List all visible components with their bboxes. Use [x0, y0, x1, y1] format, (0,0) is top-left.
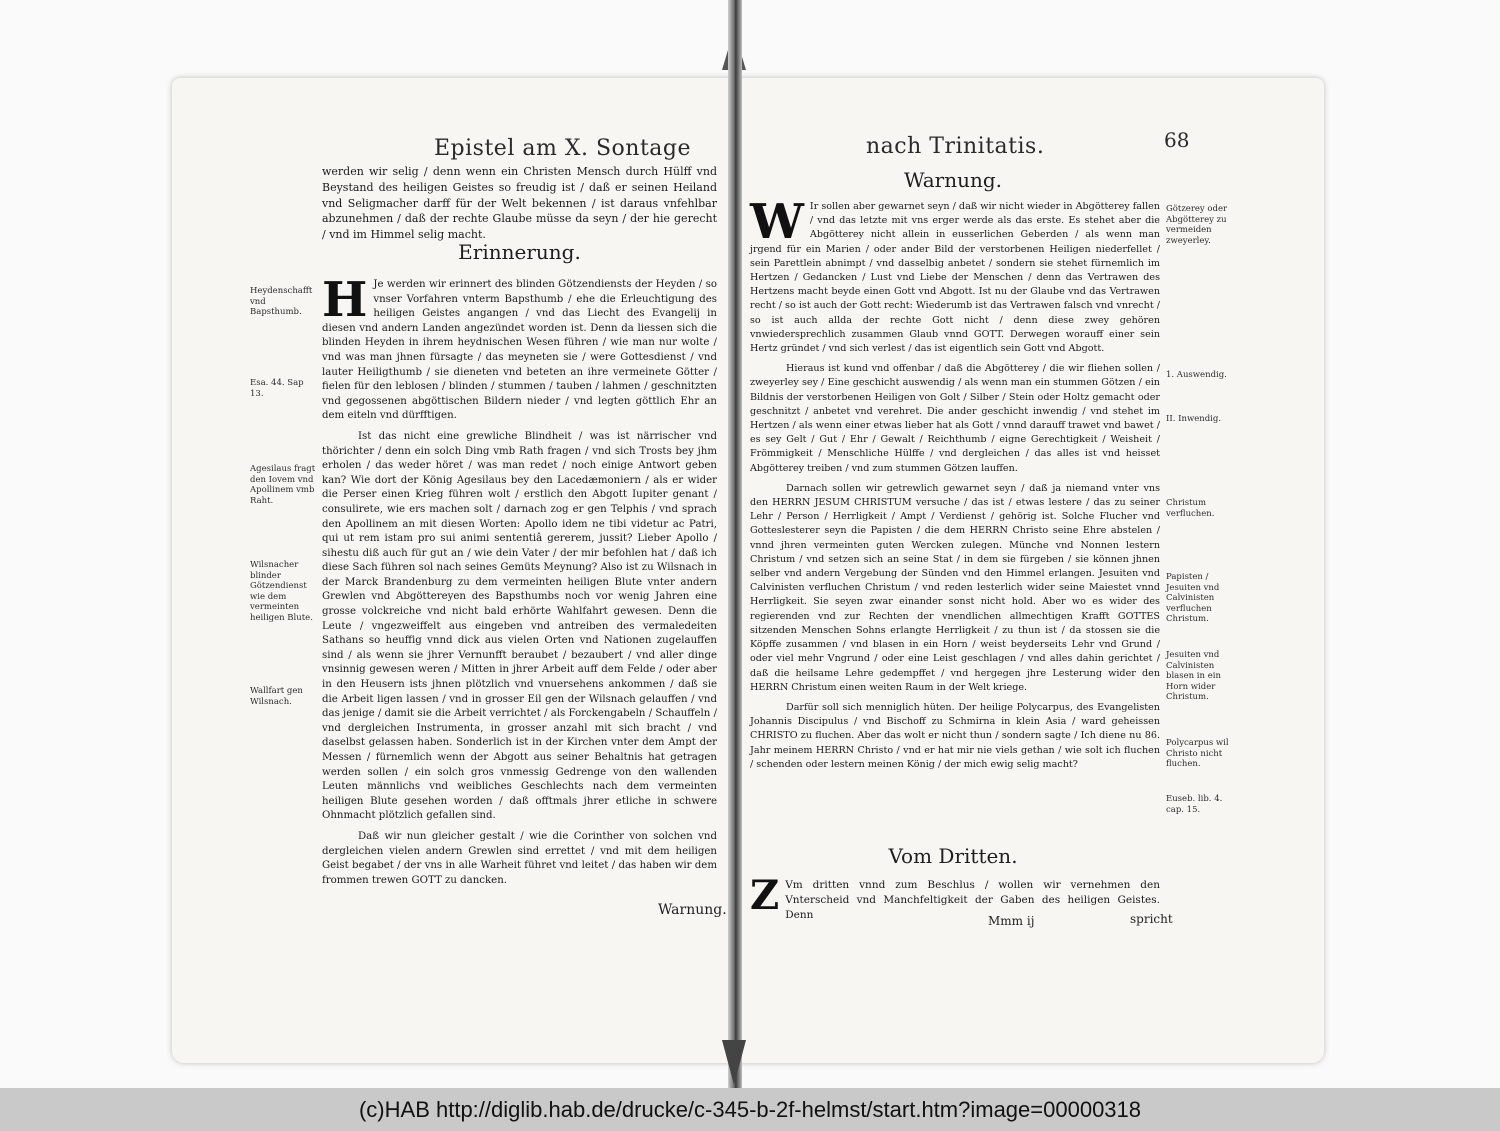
book-spine	[728, 0, 742, 1088]
left-body	[322, 272, 718, 888]
left-opening-paragraph: werden wir selig / denn wenn ein Christen Mensch durch Hülff vnd Beystand des heiligen Geistes so freudig ist / daß er seinen Heiland vnd Seligmacher darff für der Welt bekennen / ist daraus vnfehlbar abzunehmen / daß der rechte Glaube müsse da seyn / der hie gerecht / vnd im Himmel selig macht.	[322, 165, 717, 242]
page-number: 68	[1164, 128, 1190, 152]
left-running-head: Epistel am X. Sontage	[434, 136, 692, 161]
left-paragraph-1-text: Je werden wir erinnert des blinden Götzendiensts der Heyden / so vnser Vorfahren vnterm Bapsthumb / ehe die Erleuchtigung des heiligen Geistes angangen / vnd das Liecht des Evangelij in diesen vnd andern Landen angezündet worden ist. Denn da liessen sich die blinden Heyden in ihrem heydnischen Wesen führen / wie man nur wolte / vnd was man jhnen fürsagte / das meyneten sie / were Gottesdienst / vnd lauter Heiligthumb / sie dieneten vnd beteten an ihre vermeinete Götter / fielen für den leblosen / blinden / stummen / tauben / lahmen / geschnitzten vnd gegossenen abgöttischen Bildern nieder / vnd legten göttlich Ehr an dem eiteln vnd dürfftigen.	[322, 279, 717, 422]
left-margin-note-5: Wallfart gen Wilsnach.	[250, 686, 303, 707]
right-paragraph-1-text: Ir sollen aber gewarnet seyn / daß wir nicht wieder in Abgötterey fallen / vnd das letzte mit vns erger werde als das erste. Es stehet aber die Abgötterey nicht allein in eusserlichen Geberden / als wenn man jrgend für ein Marien / oder ander Bild der verstorbenen Heiligen niederfellet / sein Parettlein abnimpt / vnd dasselbig anbetet / sondern sie stehet fürnemlich im Hertzen / Gedancken / Lust vnd Liebe der Menschen / denn das Vertrawen des Hertzens macht beyde einen Gott vnd Abgott. Ist nu der Glaube vnd das Vertrawen recht / so ist auch der Gott recht: Wiederumb ist das Vertrawen falsch vnd vnrecht / so ist auch allda der rechte Gott nicht / denn diese zwey gehören vnwiedersprechlich zusammen Glaub vnnd GOTT. Derwegen worauff einer sein Hertz gründet / vnd sich verlest / das ist eigentlich sein Gott vnd Abgott.	[750, 201, 1160, 355]
right-initial-2: Z	[750, 872, 780, 919]
left-margin-note-3: Agesilaus fragt den Iovem vnd Apollinem vmb Raht.	[250, 464, 316, 506]
right-body	[750, 194, 1160, 772]
right-margin-note-3: II. Inwendig.	[1166, 414, 1222, 424]
left-margin-note-2: Esa. 44. Sap 13.	[250, 378, 304, 399]
right-initial: W	[750, 194, 804, 250]
left-catchword: Warnung.	[658, 902, 727, 918]
left-page	[172, 78, 732, 1063]
right-heading: Warnung.	[903, 168, 1003, 192]
left-opening-text	[322, 164, 717, 243]
right-closing	[750, 872, 1160, 923]
right-margin-note-5: Papisten / Jesuiten vnd Calvinisten verfluchen Christum.	[1166, 572, 1220, 624]
right-paragraph-3: Darnach sollen wir getrewlich gewarnet seyn / daß ja niemand vnter vns den HERRN JESUM CHRISTUM versuche / das ist / etwas lestere / das zu seiner Lehr / Person / Herrligkeit / Ampt / Verdienst / gehörig ist. Solche Flucher vnd Gotteslesterer seyn die Papisten / die dem HERRN Christo seine Ehre abstelen / vnnd jhren vermeinten guten Wercken zulegen. Münche vnd Nonnen lestern Christum / vnd setzen sich an seine Stat / in dem sie fürgeben / sie können jhnen selber vnd andern Vergebung der Sünden vnd den Himmel erlangen. Jesuiten vnd Calvinisten verfluchen Christum / vnd reden lesterlich wider seine Maiestet vnnd Herrligkeit. Sie seyen zwar einander sonst nicht hold. Aber wo es wider des regierenden vnd zur Rechten der vnendlichen allmechtigen Krafft GOTTES sitzenden Menschen Sohns erlangte Herrligkeit / zu thun ist / da stossen sie die Köpffe zusammen / vnd blasen in ein Horn / weist beyderseits Lehr vnd Grund / oder viel mehr Vngrund / oder eine Leist geschlagen / vnd alles dahin gerichtet / daß die heilsame Lehre gedempffet / vnd hergegen jhre Lesterung wider den HERRN Christum einen weiten Raum in der Welt kriege.	[750, 482, 1160, 693]
signature-mark: Mmm ij	[988, 914, 1035, 928]
right-page	[738, 78, 1324, 1063]
left-paragraph-2: Ist das nicht eine grewliche Blindheit / was ist närrischer vnd thörichter / denn ein solch Ding vmb Rath fragen / vnd sich Trosts bey jhm erholen / das weder höret / was man redet / noch einige Antwort geben kan? Wie dort der König Agesilaus bey den Lacedæmoniern / als er wider die Perser einen Krieg führen wolt / erstlich den Abgott Iupiter genant / consulirete, wie ers machen solt / darnach zog er gen Telphis / vnd sprach den Apollinem an mit diesen Worten: Apollo idem ne tibi videtur ac Patri, qui ut rem istam pro sui animi sententiâ gererem, jussit? Lieber Apollo / sihestu diß auch für gut an / wie dein Vater / der mir befohlen hat / daß ich diese Sach führen sol nach seines Gemüts Meynung? Also ist zu Wilsnach in der Marck Brandenburg zu dem vermeinten heiligen Blute vnter andern Grewlen vnd Abgöttereyen des Bapsthumbs noch vor wenig Jahren eine grosse volckreiche vnd nicht bald erhörte Wahlfahrt gewesen. Denn die Leute / vngezweiffelt aus eingeben vnd antreiben des vermaledeiten Sathans so heuffig vnnd dick aus vielen Orten vnd Nationen zugelauffen sind / als wenn sie jhrer Vernunfft beraubet / bezaubert / vnd aller dinge vnsinnig gewesen weren / Mitten in jhrer Arbeit auff dem Felde / oder aber in den Heusern ists jhnen plötzlich vnd vnuersehens ankommen / daß sie die Arbeit ligen lassen / vnd in grosser Eil gen der Wilsnach gelauffen / vnd das jenige / damit sie die Arbeit verrichtet / als Forckengabeln / Schauffeln / vnd dergleichen Instrumenta, in grosser anzahl mit sich bracht / vnd daselbst gelassen haben. Sonderlich ist in der Kirchen vnter dem Ampt der Messen / fürnemlich wenn der Abgott aus seiner Behaltnis hat getragen werden sollen / ein solch gros vnmessig Gedrenge von den wallenden Leuten männlichs vnd weibliches Geschlechts nach dem vermeinten heiligen Blute gesehen worden / daß offtmals jhrer etliche in schwere Ohnmacht plötzlich gefallen sind.	[322, 430, 718, 822]
right-margin-note-2: 1. Auswendig.	[1166, 370, 1227, 380]
right-margin-note-7: Polycarpus wil Christo nicht fluchen.	[1166, 738, 1229, 769]
right-margin-note-4: Christum verfluchen.	[1166, 498, 1215, 519]
right-margin-note-1: Götzerey oder Abgötterey zu vermeiden zweyerley.	[1166, 204, 1228, 246]
left-initial: H	[322, 272, 368, 328]
left-paragraph-1	[322, 272, 717, 424]
right-heading-2: Vom Dritten.	[888, 844, 1018, 868]
right-catchword: spricht	[1130, 912, 1173, 926]
left-margin-note-4: Wilsnacher blinder Götzendienst wie dem vermeinten heiligen Blute.	[250, 560, 313, 623]
spine-tip-bottom	[722, 1040, 746, 1085]
right-paragraph-2: Hieraus ist kund vnd offenbar / daß die Abgötterey / die wir fliehen sollen / zweyerley sey / Eine geschicht auswendig / als wenn man ein stummen Götzen / ein Bildnis der verstorbenen Heiligen von Golt / Silber / Stein oder Holtz gemacht oder geschnitzt / anbetet vnd verehret. Die ander geschicht inwendig / vnd stehet im Hertzen / als wenn einer etwas lieber hat als Gott / vnnd darauff trawet vnd bawet / es sey Gelt / Gut / Ehr / Gewalt / Reichthumb / eigne Gerechtigkeit / Weisheit / Frömmigkeit / Menschliche Hülffe / vnd dergleichen / das alles ist vnd heisset Abgötterey treiben / vnd zum stummen Götzen lauffen.	[750, 363, 1160, 474]
left-paragraph-3: Daß wir nun gleicher gestalt / wie die Corinther von solchen vnd dergleichen vielen andern Grewlen sind errettet / vnd mit dem heiligen Geist begabet / der vns in alle Warheit führet vnd leitet / das haben wir dem frommen trewen GOTT zu dancken.	[322, 830, 717, 886]
left-margin-note-1: Heydenschafft vnd Bapsthumb.	[250, 286, 313, 317]
right-closing-paragraph	[750, 872, 1160, 923]
source-footer	[0, 1088, 1500, 1131]
right-paragraph-4: Darfür soll sich menniglich hüten. Der heilige Polycarpus, des Evangelisten Johannis Discipulus / vnd Bischoff zu Schmirna in klein Asia / ward geheissen CHRISTO zu fluchen. Aber das wolt er nicht thun / sondern sagte / Ich diene nu 86. Jahr meinem HERRN Christo / vnd er hat mir nie viels gethan / wie solt ich fluchen / schenden oder lestern meinen König / der mich ewig selig macht?	[750, 701, 1160, 770]
right-margin-note-6: Jesuiten vnd Calvinisten blasen in ein Horn wider Christum.	[1166, 650, 1221, 702]
right-paragraph-1	[750, 194, 1160, 356]
right-closing-text: Vm dritten vnnd zum Beschlus / wollen wir vernehmen den Vnterscheid vnd Manchfeltigkeit der Gaben des heiligen Geistes. Denn	[785, 879, 1160, 921]
right-margin-note-8: Euseb. lib. 4. cap. 15.	[1166, 794, 1223, 815]
left-heading: Erinnerung.	[458, 240, 581, 264]
right-running-head: nach Trinitatis.	[866, 134, 1045, 159]
source-url: (c)HAB http://diglib.hab.de/drucke/c-345-b-2f-helmst/start.htm?image=00000318	[358, 1096, 1142, 1122]
